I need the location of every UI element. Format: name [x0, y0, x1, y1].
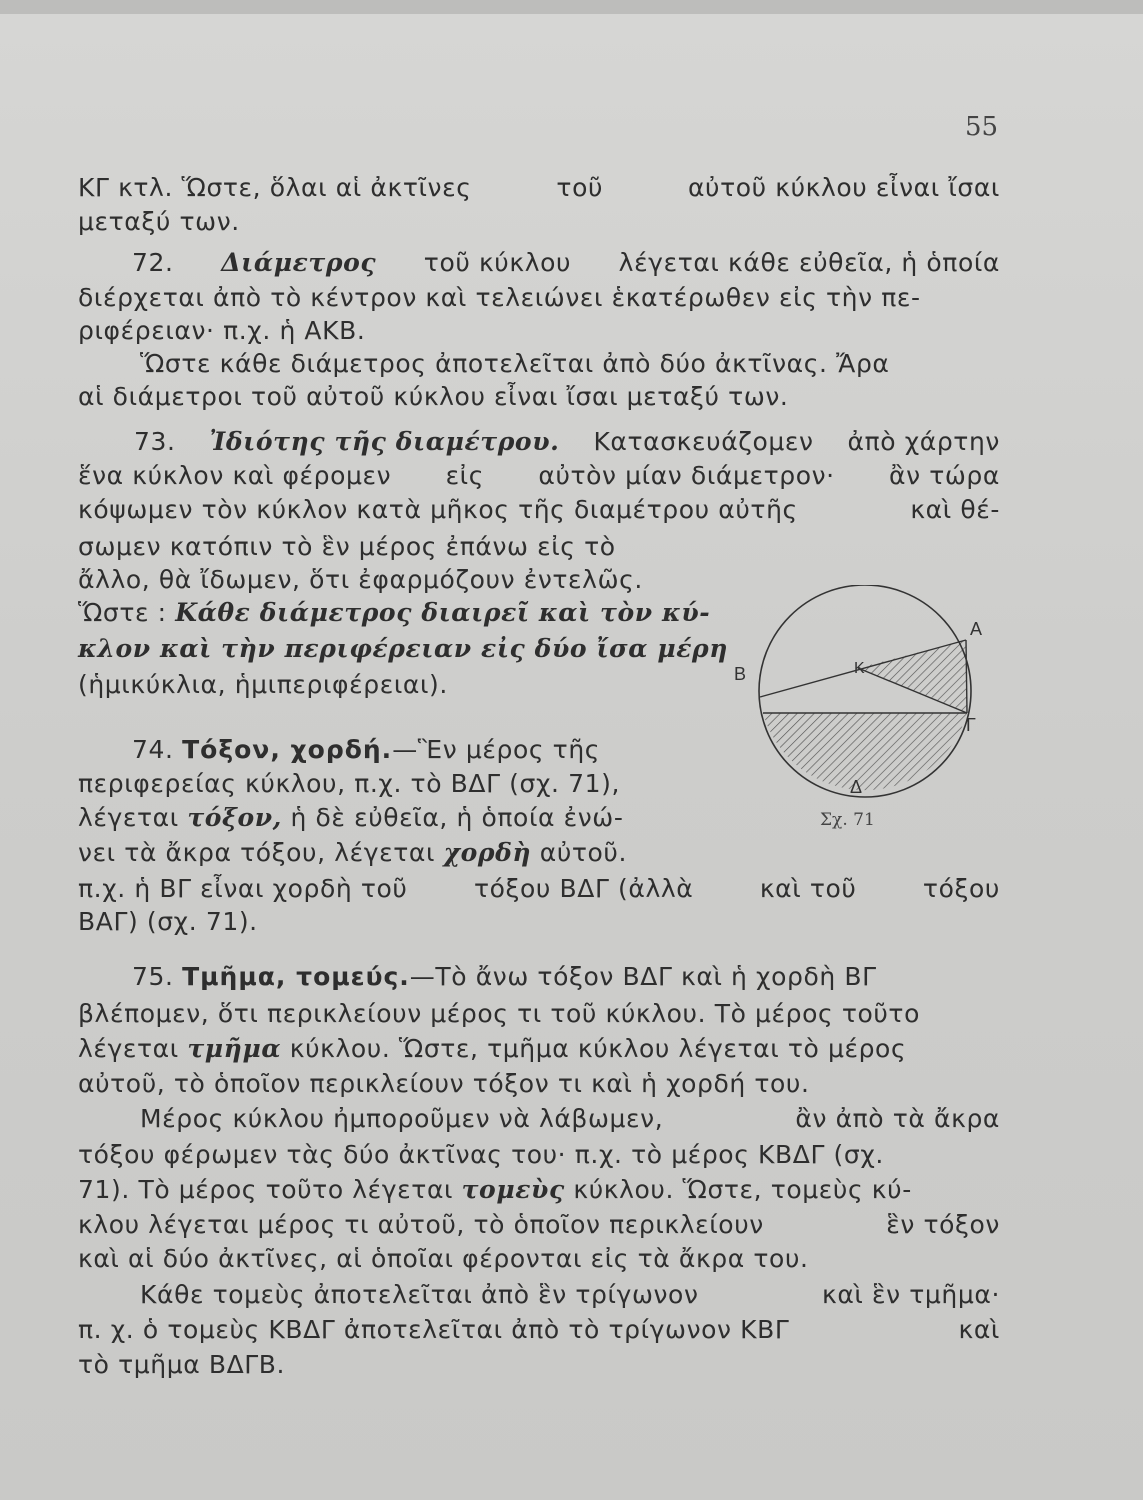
heading-toxon: Τόξον, χορδή.	[182, 735, 393, 764]
text-run: ἂν ἀπὸ τὰ ἄκρα	[795, 1104, 1000, 1133]
text-line	[132, 735, 600, 765]
text-line	[78, 1140, 884, 1170]
rule-text: Κάθε διάμετρος διαιρεῖ καὶ τὸν κύ-	[175, 598, 711, 627]
text-line	[78, 874, 1000, 904]
text-line	[132, 248, 1000, 278]
scan-edge	[0, 0, 1143, 14]
text-run: αὐτοῦ, τὸ ὁποῖον περικλείουν τόξον τι καὶ ἡ χορδή του.	[78, 1069, 810, 1098]
text-run: τοῦ κύκλου	[423, 248, 572, 277]
text-run: ριφέρειαν· π.χ. ἡ ΑΚΒ.	[78, 316, 366, 345]
term-diametros: Διάμετρος	[221, 248, 377, 277]
text-run: λέγεται	[78, 803, 179, 832]
text-run: διέρχεται ἀπὸ τὸ κέντρον καὶ τελειώνει ἑκατέρωθεν εἰς τὴν πε-	[78, 283, 921, 312]
term-toxon: τόξον,	[187, 803, 282, 832]
label-A: Α	[970, 619, 983, 639]
figure-71	[730, 585, 1010, 845]
text-line	[78, 769, 620, 799]
text-run: εἰς	[445, 461, 485, 490]
text-run: —Τὸ ἄνω τόξον ΒΔΓ καὶ ἡ χορδὴ ΒΓ	[409, 962, 877, 991]
text-run: 71). Τὸ μέρος τοῦτο λέγεται	[78, 1175, 454, 1204]
text-run: αὐτοῦ.	[539, 838, 628, 867]
section-number: 74.	[132, 735, 174, 764]
text-run: καὶ ἓν τμῆμα·	[822, 1280, 1000, 1309]
text-run: ἕνα κύκλον καὶ φέρομεν	[78, 461, 392, 490]
label-K: Κ	[854, 660, 865, 677]
text-run: ἄλλο, θὰ ἴδωμεν, ὅτι ἐφαρμόζουν ἐντελῶς.	[78, 565, 643, 594]
text-run: καὶ	[958, 1315, 1000, 1344]
text-run: νει τὰ ἄκρα τόξου, λέγεται	[78, 838, 436, 867]
text-run: Μέρος κύκλου ἠμποροῦμεν νὰ λάβωμεν,	[140, 1104, 664, 1133]
text-run: ΒΑΓ) (σχ. 71).	[78, 907, 258, 936]
text-run: καὶ τοῦ	[759, 874, 857, 903]
figure-caption: Σχ. 71	[820, 810, 875, 830]
term-tmima: τμῆμα	[187, 1034, 282, 1063]
text-line	[78, 283, 921, 313]
section-number: 75.	[132, 962, 174, 991]
heading-tmima: Τμῆμα, τομεύς.	[182, 962, 410, 991]
text-run: σωμεν κατόπιν τὸ ἓν μέρος ἐπάνω εἰς τὸ	[78, 532, 616, 561]
text-line	[78, 1244, 809, 1274]
text-run: κύκλου. Ὥστε, τομεὺς κύ-	[573, 1175, 912, 1204]
text-run: Κάθε τομεὺς ἀποτελεῖται ἀπὸ ἓν τρίγωνον	[140, 1280, 699, 1309]
text-run: —Ἓν μέρος τῆς	[392, 735, 601, 764]
text-line	[78, 1034, 906, 1064]
text-line	[78, 907, 258, 937]
text-run: βλέπομεν, ὅτι περικλείουν μέρος τι τοῦ κύκλου. Τὸ μέρος τοῦτο	[78, 999, 920, 1028]
text-line	[78, 1210, 1000, 1240]
text-run: περιφερείας κύκλου, π.χ. τὸ ΒΔΓ (σχ. 71),	[78, 769, 621, 798]
text-line	[132, 962, 877, 992]
text-line	[78, 461, 1000, 491]
text-line	[78, 634, 728, 664]
text-run: τοῦ	[556, 173, 604, 202]
text-run: (ἡμικύκλια, ἡμιπεριφέρειαι).	[78, 670, 448, 699]
section-number: 73.	[134, 427, 176, 456]
text-run: π. χ. ὁ τομεὺς ΚΒΔΓ ἀποτελεῖται ἀπὸ τὸ τρίγωνον ΚΒΓ	[78, 1315, 790, 1344]
text-run: αὐτοῦ κύκλου εἶναι ἴσαι	[687, 173, 1000, 202]
text-line	[78, 598, 710, 628]
text-run: κύκλου. Ὥστε, τμῆμα κύκλου λέγεται τὸ μέρος	[289, 1034, 907, 1063]
heading-idiotis: Ἰδιότης τῆς διαμέτρου.	[209, 427, 560, 456]
text-run: κόψωμεν τὸν κύκλον κατὰ μῆκος τῆς διαμέτρου αὐτῆς	[78, 495, 798, 524]
text-line	[78, 207, 240, 237]
text-run: κλου λέγεται μέρος τι αὐτοῦ, τὸ ὁποῖον περικλείουν	[78, 1210, 764, 1239]
text-run: Κατασκευάζομεν	[593, 427, 814, 456]
text-line	[140, 1104, 1000, 1134]
text-run: ἂν τώρα	[889, 461, 1000, 490]
triangle-hatch	[858, 640, 967, 713]
text-line	[78, 495, 1000, 525]
text-line	[78, 1350, 285, 1380]
text-run: π.χ. ἡ ΒΓ εἶναι χορδὴ τοῦ	[78, 874, 408, 903]
text-run: τόξου ΒΔΓ (ἀλλὰ	[473, 874, 694, 903]
text-run: τόξου φέρωμεν τὰς δύο ἀκτῖνας του· π.χ. τὸ μέρος ΚΒΔΓ (σχ.	[78, 1140, 884, 1169]
label-G: Γ	[966, 715, 976, 735]
rule-text: κλον καὶ τὴν περιφέρειαν εἰς δύο ἴσα μέρη	[78, 634, 729, 663]
text-run: τὸ τμῆμα ΒΔΓΒ.	[78, 1350, 286, 1379]
text-run: λέγεται κάθε εὐθεῖα, ἡ ὁποία	[618, 248, 1000, 277]
text-line	[140, 349, 890, 379]
text-run: Ὥστε :	[78, 598, 167, 627]
text-run: ἀπὸ χάρτην	[847, 427, 1000, 456]
section-number: 72.	[132, 248, 174, 277]
text-run: αἱ διάμετροι τοῦ αὐτοῦ κύκλου εἶναι ἴσαι μεταξύ των.	[78, 382, 789, 411]
text-line	[140, 1280, 1000, 1310]
label-B: Β	[734, 664, 747, 684]
term-chordi: χορδὴ	[443, 838, 532, 867]
text-line	[78, 382, 788, 412]
term-tomeus: τομεὺς	[461, 1175, 565, 1204]
side-line	[966, 640, 967, 713]
text-run: ἡ δὲ εὐθεῖα, ἡ ὁποία ἐνώ-	[290, 803, 624, 832]
text-line	[134, 427, 1000, 457]
text-run: τόξου	[922, 874, 1000, 903]
text-line	[78, 670, 448, 700]
text-line	[78, 532, 616, 562]
text-line	[78, 1175, 912, 1205]
text-run: Ὥστε κάθε διάμετρος ἀποτελεῖται ἀπὸ δύο ἀκτῖνας. Ἄρα	[140, 349, 890, 378]
text-run: καὶ θέ-	[910, 495, 1000, 524]
text-line	[78, 565, 643, 595]
text-run: καὶ αἱ δύο ἀκτῖνες, αἱ ὁποῖαι φέρονται εἰς τὰ ἄκρα του.	[78, 1244, 809, 1273]
text-line	[78, 1069, 810, 1099]
page-number: 55	[965, 112, 999, 142]
label-D: Δ	[850, 777, 863, 797]
text-line	[78, 173, 1000, 203]
text-run: λέγεται	[78, 1034, 179, 1063]
text-line	[78, 803, 623, 833]
text-run: μεταξύ των.	[78, 207, 240, 236]
text-line	[78, 316, 365, 346]
text-line	[78, 838, 627, 868]
text-run: ἓν τόξον	[886, 1210, 1000, 1239]
text-run: αὐτὸν μίαν διάμετρον·	[538, 461, 835, 490]
text-line	[78, 1315, 1000, 1345]
text-line	[78, 999, 920, 1029]
text-run: ΚΓ κτλ. Ὥστε, ὅλαι αἱ ἀκτῖνες	[78, 173, 472, 202]
segment-hatch	[763, 713, 967, 790]
